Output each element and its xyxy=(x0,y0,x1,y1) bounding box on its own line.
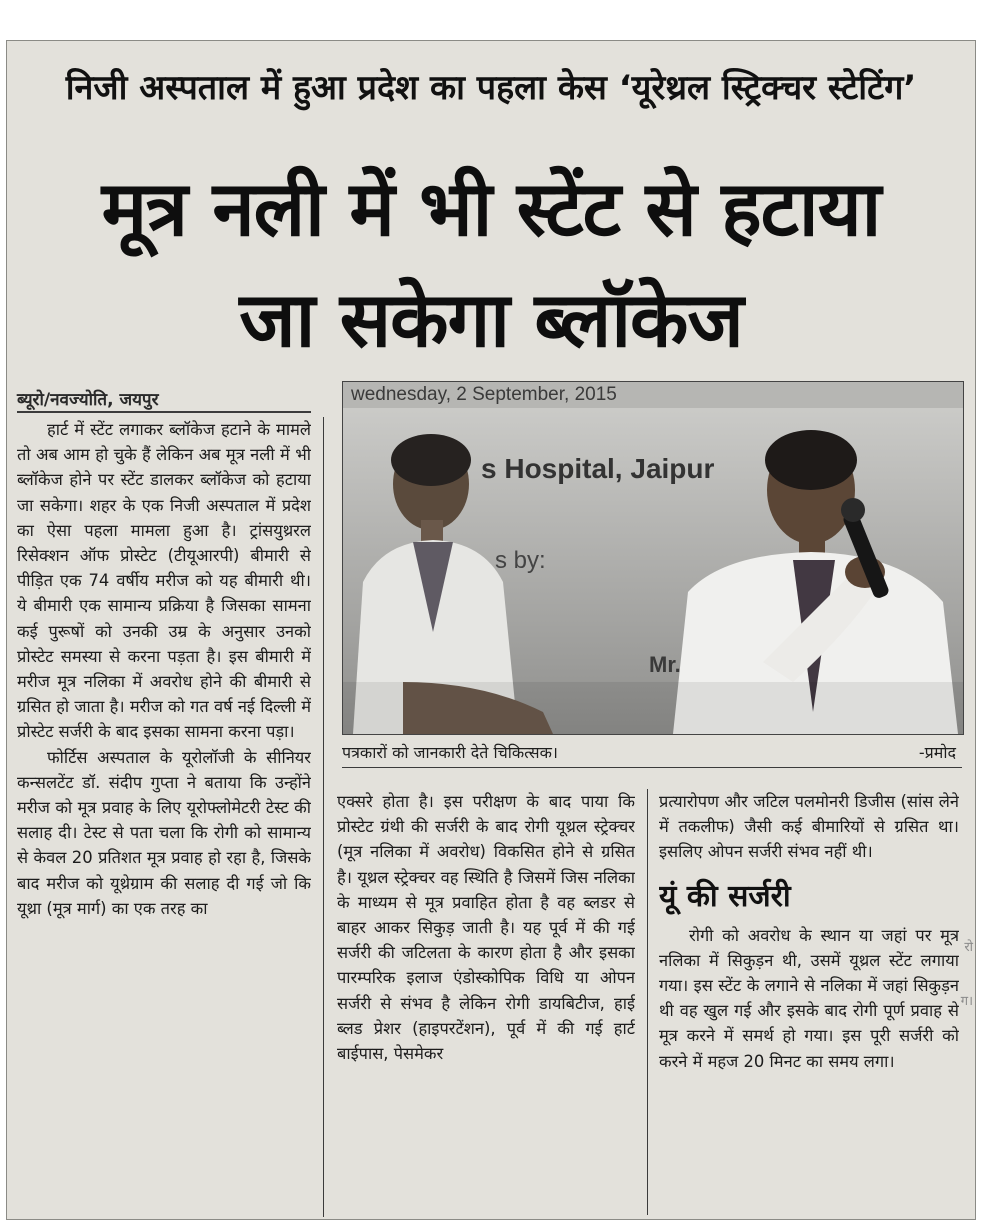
byline: ब्यूरो/नवज्योति, जयपुर xyxy=(17,390,159,410)
column-divider xyxy=(647,789,648,1215)
article-column-3 xyxy=(659,789,959,1219)
photo-caption-row xyxy=(342,741,962,763)
caption-rule xyxy=(342,767,962,768)
doctors-press-conference-photo xyxy=(343,382,963,734)
article-paragraph: प्रत्यारोपण और जटिल पलमोनरी डिजीस (सांस लेने में तकलीफ) जैसी कई बीमारियों से ग्रसित था। इसलिए ओपन सर्जरी संभव नहीं थी। xyxy=(659,792,959,862)
edge-fragment: ग। xyxy=(960,994,973,1009)
article-paragraph: एक्सरे होता है। इस परीक्षण के बाद पाया कि प्रोस्टेट ग्रंथी की सर्जरी के बाद रोगी यूथ्रल स्ट्रेक्चर (मूत्र नलिका में अवरोध) विकसित होने से ग्रसित है। यूथ्रल स्ट्रेक्चर वह स्थिति है जिसमें जिस नलिका के माध्यम से मूत्र प्रवाहित होता है वह ब्लडर से बाहर आकर सिकुड़ जाती है। यह पूर्व में की गई सर्जरी की जटिलता के कारण होता है और इसका पारम्परिक इलाज एंडोस्कोपिक विधि या ओपन सर्जरी से संभव है लेकिन रोगी डायबिटीज, हाई ब्लड प्रेशर (हाइपरटेंशन), पूर्व में की गई हार्ट बाईपास, पेसमेकर xyxy=(337,792,635,1064)
backdrop-mr-text: Mr. xyxy=(649,652,681,677)
newspaper-clipping xyxy=(6,40,976,1220)
photo-caption: पत्रकारों को जानकारी देते चिकित्सक। xyxy=(342,743,558,762)
edge-fragment: रो xyxy=(964,940,973,955)
section-subheading: यूं की सर्जरी xyxy=(659,878,791,914)
column-divider xyxy=(323,417,324,1217)
byline-rule xyxy=(17,411,311,413)
backdrop-hospital-text: s Hospital, Jaipur xyxy=(481,453,715,484)
backdrop-date-text: wednesday, 2 September, 2015 xyxy=(351,384,617,405)
backdrop-by-text: s by: xyxy=(495,547,546,574)
news-photo xyxy=(342,381,964,735)
article-paragraph: फोर्टिस अस्पताल के यूरोलॉजी के सीनियर कन्सलटेंट डॉ. संदीप गुप्ता ने बताया कि उन्होंने मरीज को मूत्र प्रवाह के लिए यूरोफ्लोमेटरी टेस्ट की सलाह दी। टेस्ट से पता चला कि रोगी को सामान्य से केवल 20 प्रतिशत मूत्र प्रवाह हो रहा है, जिसके बाद मरीज को यूथ्रेग्राम की सलाह दी गई जो कि यूथ्रा (मूत्र मार्ग) का एक तरह का xyxy=(17,747,311,918)
article-column-1 xyxy=(17,417,311,1217)
article-column-2 xyxy=(337,789,635,1219)
main-headline-line-1: मूत्र नली में भी स्टेंट से हटाया xyxy=(101,164,881,253)
main-headline-line-2: जा सकेगा ब्लॉकेज xyxy=(239,275,743,364)
photo-credit: -प्रमोद xyxy=(918,743,956,762)
article-paragraph: रोगी को अवरोध के स्थान या जहां पर मूत्र नलिका में सिकुड़न थी, उसमें यूथ्रल स्टेंट लगाया गया। इस स्टेंट के लगाने से नलिका में जहां सिकुड़न थी वह खुल गई और इसके बाद रोगी पूर्ण प्रवाह से मूत्र करने में समर्थ हो गया। इस पूरी सर्जरी को करने में महज 20 मिनट का समय लगा। xyxy=(659,925,959,1071)
article-paragraph: हार्ट में स्टेंट लगाकर ब्लॉकेज हटाने के मामले तो अब आम हो चुके हैं लेकिन अब मूत्र नली में भी ब्लॉकेज होने पर स्टेंट डालकर ब्लॉकेज को हटाया जा सकेगा। शहर के एक निजी अस्पताल में प्रदेश का ऐसा पहला मामला हुआ है। ट्रांसयुथ्ररल रिसेक्शन ऑफ प्रोस्टेट (टीयूआरपी) बीमारी से पीड़ित एक 74 वर्षीय मरीज को यह बीमारी थी। ये बीमारी एक सामान्य प्रक्रिया है जिसका सामना कई पुरूषों को उनकी उम्र के अनुसार उनको प्रोस्टेट समस्या से करना पड़ता है। इस बीमारी में मरीज मूत्र नलिका में अवरोध होने की बीमारी से ग्रसित हो जाता है। मरीज को गत वर्ष नई दिल्ली में प्रोस्टेट सर्जरी के बाद इसका सामना करना पड़ा। xyxy=(17,420,311,742)
kicker-headline: निजी अस्पताल में हुआ प्रदेश का पहला केस ‘यूरेथ्रल स्ट्रिक्चर स्टेटिंग’ xyxy=(65,68,917,108)
